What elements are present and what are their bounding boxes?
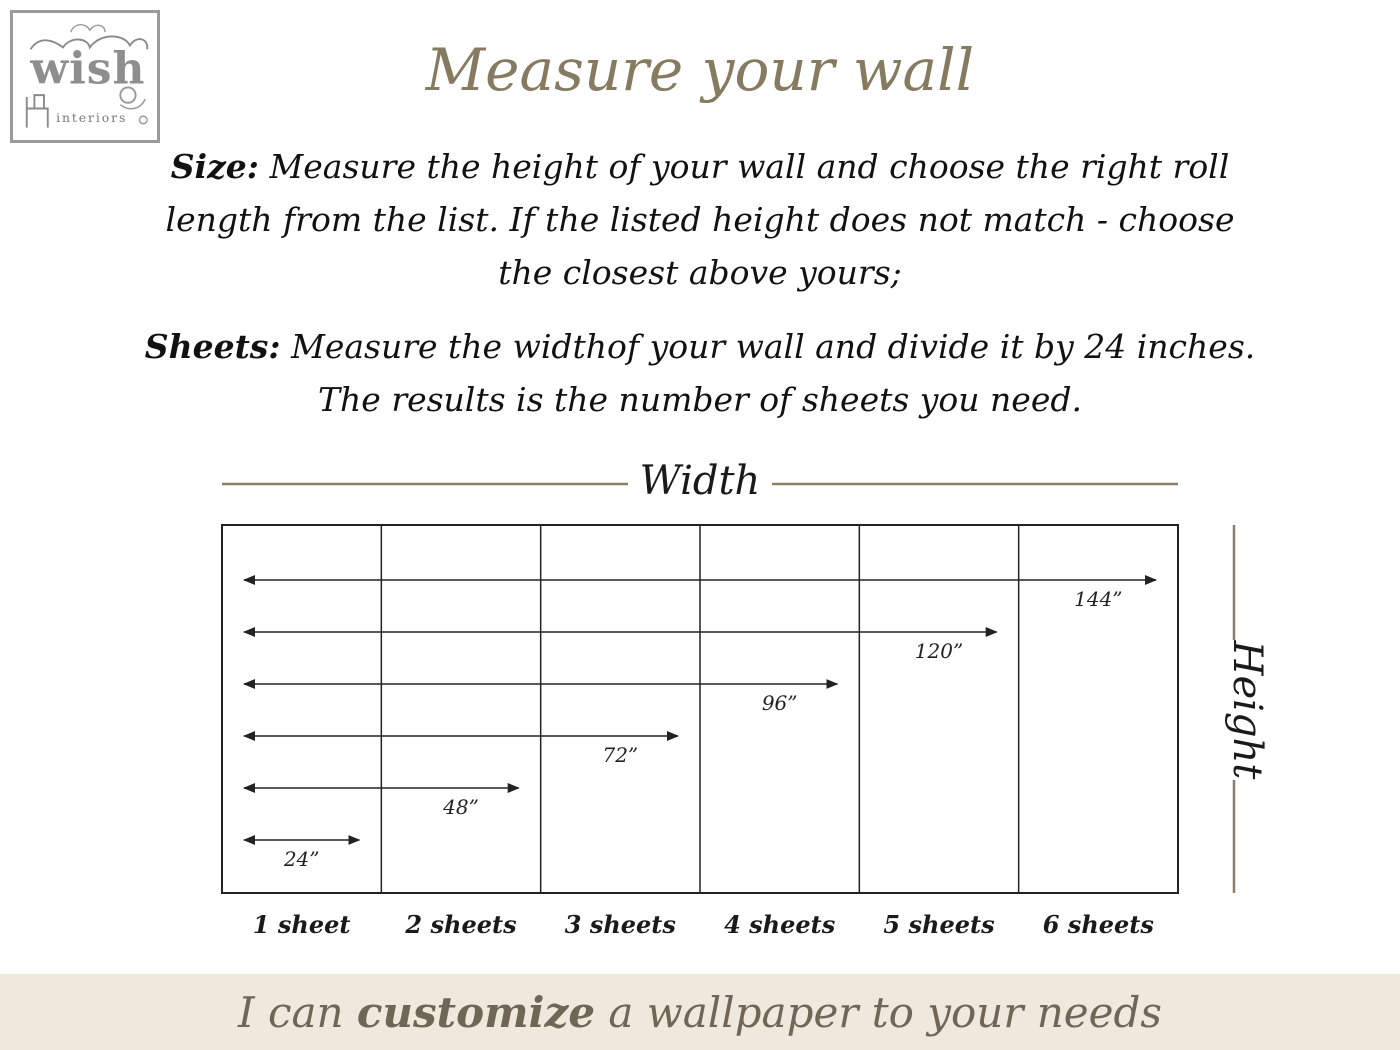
- customize-banner: [0, 974, 1400, 1050]
- span-label: 72”: [602, 743, 639, 767]
- span-label: 144”: [1074, 587, 1123, 611]
- banner-bold: customize: [356, 987, 596, 1037]
- sheet-count-label: 5 sheets: [883, 910, 995, 939]
- span-label: 48”: [443, 795, 479, 819]
- sheet-count-label: 2 sheets: [405, 910, 517, 939]
- sheet-count-label: 3 sheets: [564, 910, 676, 939]
- logo-wordmark: wish: [30, 43, 146, 95]
- size-label: Size:: [170, 147, 259, 186]
- sheet-count-label: 1 sheet: [252, 910, 351, 939]
- sheets-label: Sheets:: [144, 327, 281, 366]
- span-label: 96”: [761, 691, 798, 715]
- height-label: Height: [1224, 640, 1270, 780]
- span-label: 120”: [914, 639, 964, 663]
- logo-subtitle: interiors: [56, 109, 128, 125]
- size-text: Measure the height of your wall and choose the right roll length from the list. If the listed height does not match - choose the closest above yours;: [165, 147, 1235, 292]
- page-title: Measure your wall: [425, 36, 975, 104]
- sheets-text: Measure the widthof your wall and divide it by 24 inches. The results is the number of sheets you need.: [280, 327, 1256, 419]
- banner-post: a wallpaper to your needs: [595, 987, 1162, 1037]
- width-label: Width: [639, 458, 761, 504]
- sheet-count-label: 6 sheets: [1042, 910, 1154, 939]
- banner-pre: I can: [238, 987, 357, 1037]
- sheet-count-label: 4 sheets: [724, 910, 836, 939]
- span-label: 24”: [283, 847, 320, 871]
